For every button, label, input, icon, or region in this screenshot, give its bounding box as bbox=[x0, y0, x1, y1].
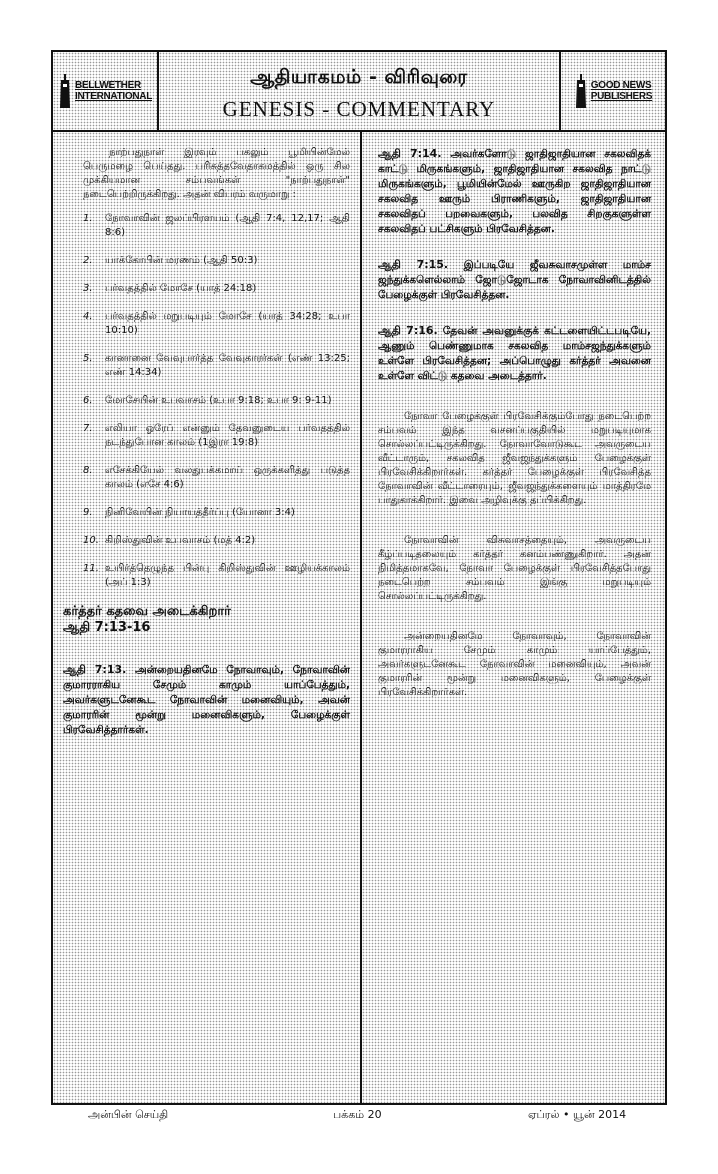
tower-icon bbox=[58, 74, 72, 108]
footer-date: ஏப்ரல் • யூன் 2014 bbox=[528, 1108, 627, 1121]
page-title-english: GENESIS - COMMENTARY bbox=[222, 97, 496, 121]
list-item: 2. யாக்கோபின் மரணம் (ஆதி 50:3) bbox=[83, 255, 258, 266]
verse-7-15 bbox=[378, 257, 651, 303]
tower-icon bbox=[574, 74, 588, 108]
intro-paragraph: நாற்பதுநாள் இரவும் பகலும் பூமியின்மேல் பெருமழை பெய்தது. பரிசுத்தவேதாகமத்தில் ஒரு சில முக்கியமான சம்பவங்கள் "நாற்பதுநாள்" நடைபெற்றிருக்கிறது. அதன் விபரம் வருமாறு : bbox=[83, 147, 350, 200]
verse-text: தேவன் அவனுக்குக் கட்டளையிட்டபடியே, ஆணும் பெண்ணுமாக சகலவித மாம்சஜந்துக்களும் உள்ளே பிரவேசித்தன; அப்பொழுது கர்த்தர் அவனை உள்ளே விட்டு கதவை அடைத்தார். bbox=[378, 325, 652, 382]
left-column bbox=[53, 132, 360, 1103]
footer-page-number: பக்கம் 20 bbox=[333, 1108, 382, 1121]
verse-text: அன்றையதினமே நோவாவும், நோவாவின் குமாரராகிய சேமும் காமும் யாப்பேத்தும், அவர்களுடனேகூட நோவாவின் மனைவியும், அவன் குமாரரின் மூன்று மனைவிகளும், பேழைக்குள் பிரவேசித்தார்கள். bbox=[63, 664, 350, 736]
section-heading-title: கர்த்தர் கதவை அடைக்கிறார் bbox=[63, 604, 231, 619]
logo-right-line2: PUBLISHERS bbox=[590, 91, 653, 102]
verse-7-16 bbox=[378, 323, 651, 384]
list-item: 4. பர்வதத்தில் மறுபடியும் மோசே (யாத் 34:28; உபா 10:10) bbox=[83, 311, 350, 336]
verse-ref: ஆதி 7:13. bbox=[63, 663, 127, 676]
commentary-paragraph-3: அன்றையதினமே நோவாவும், நோவாவின் குமாரராகிய சேமும் காமும் யாப்பேத்தும், அவர்களுடனேகூட நோவாவின் மனைவியும், அவன் குமாரரின் மூன்று மனைவிகளும், பேழைக்குள் பிரவேசிக்கிறார்கள். bbox=[378, 631, 651, 698]
verse-ref: ஆதி 7:16. bbox=[378, 324, 438, 337]
logo-right-line1: GOOD NEWS bbox=[590, 80, 652, 91]
verse-ref: ஆதி 7:14. bbox=[378, 147, 442, 160]
page-footer bbox=[0, 1108, 718, 1128]
section-heading bbox=[63, 604, 350, 636]
verse-ref: ஆதி 7:15. bbox=[378, 258, 449, 271]
commentary-paragraph-1: நோவா பேழைக்குள் பிரவேசிக்கும்போது நடைபெற்ற சம்பவம் இந்த வசனப்பகுதியில் மறுபடியுமாக சொல்லப்பட்டிருக்கிறது. நோவாவோடுகூட அவருடைய வீட்டாரும், சகலவித ஜீவஜந்துக்களும் பேழைக்குள் பிரவேசிக்கிறார்கள். கர்த்தர் பேழைக்குள் பிரவேசித்த நோவாவின் வீட்டாரையும், ஜீவஜந்துக்களையும் மாத்திரமே பாதுகாக்கிறார். இவை அழிவுக்கு தப்பிக்கிறது. bbox=[378, 411, 651, 506]
footer-publication: அன்பின் செய்தி bbox=[88, 1108, 169, 1121]
list-item: 6. மோசேயின் உபவாசம் (உபா 9:18; உபா 9: 9-11) bbox=[83, 395, 332, 406]
list-item: 1. நோவாவின் ஜலப்பிரளயம் (ஆதி 7:4, 12,17; ஆதி 8:6) bbox=[83, 213, 350, 238]
list-item: 3. பர்வதத்தில் மோசே (யாத் 24:18) bbox=[83, 283, 257, 294]
verse-text: இப்படியே ஜீவசுவாசமுள்ள மாம்ச ஜந்துக்களெல்லாம் ஜோடுஜோடாக நோவாவினிடத்தில் பேழைக்குள் பிரவேசித்தன. bbox=[378, 259, 651, 301]
list-item: 8. எசேக்கியேல் வலதுபக்கமாய் ஒருக்களித்து படுத்த காலம் (எசே 4:6) bbox=[83, 465, 350, 490]
list-item: 11. உயிர்த்தெழுந்த பின்பு கிறிஸ்துவின் ஊழியக்காலம் (அப் 1:3) bbox=[83, 563, 350, 588]
title-box bbox=[159, 52, 559, 130]
list-item: 7. எலியா ஓரேப் என்னும் தேவனுடைய பர்வதத்தில் நடந்துபோன காலம் (1இரா 19:8) bbox=[83, 423, 350, 448]
list-item: 10. கிறிஸ்துவின் உபவாசம் (மத் 4:2) bbox=[83, 535, 256, 546]
list-item: 9. நினிவேயின் நியாயத்தீர்ப்பு (யோனா 3:4) bbox=[83, 507, 295, 518]
forty-days-list bbox=[83, 212, 350, 590]
section-heading-ref: ஆதி 7:13-16 bbox=[63, 620, 151, 635]
commentary-paragraph-2: நோவாவின் விசுவாசத்தையும், அவருடைய கீழ்ப்படிதலையும் கர்த்தர் கனம்பண்ணுகிறார். அதன் நிமித்தமாகவே, நோவா பேழைக்குள் பிரவேசித்தபோது நடைபெற்ற சம்பவம் இங்கு மறுபடியும் சொல்லப்பட்டிருக்கிறது. bbox=[378, 535, 651, 602]
right-column bbox=[362, 132, 665, 1103]
page-title-tamil: ஆதியாகமம் - விரிவுரை bbox=[250, 66, 468, 88]
page-header bbox=[53, 52, 665, 132]
verse-7-13 bbox=[63, 662, 350, 738]
verse-7-14 bbox=[378, 146, 651, 237]
verse-text: அவர்களோடு ஜாதிஜாதியான சகலவிதக் காட்டு மிருகங்களும், ஜாதிஜாதியான சகலவித நாட்டு மிருகங்களும், பூமியின்மேல் ஊருகிற ஜாதிஜாதியான சகலவித ஊரும் பிராணிகளும், ஜாதிஜாதியான சகலவிதப் பறவைகளும், பலவித சிறகுகளுள்ள சகலவிதப் பட்சிகளும் பிரவேசித்தன. bbox=[378, 148, 652, 235]
page-frame bbox=[51, 50, 667, 1105]
logo-left-line2: INTERNATIONAL bbox=[74, 91, 153, 102]
bellwether-logo bbox=[53, 52, 159, 130]
logo-left-line1: BELLWETHER bbox=[74, 80, 141, 91]
good-news-logo bbox=[559, 52, 665, 130]
list-item: 5. கானானை வேவுபார்த்த வேவுகாரர்கள் (எண் 13:25; எண் 14:34) bbox=[83, 353, 350, 378]
